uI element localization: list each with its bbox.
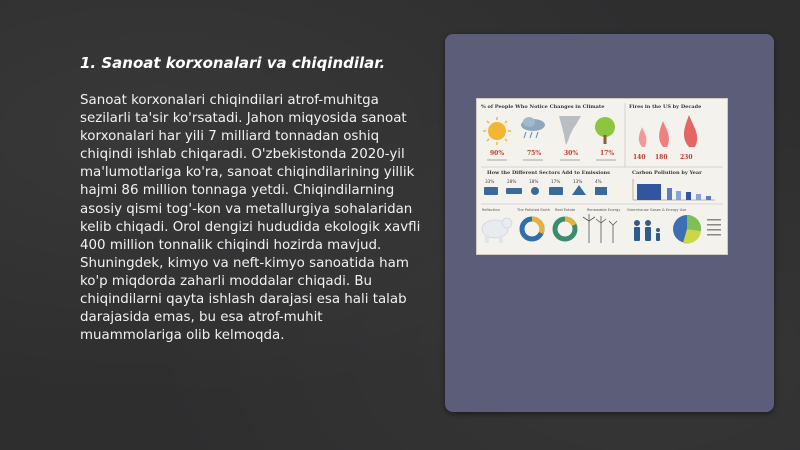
donut-chart-1 bbox=[522, 219, 542, 239]
donut-chart-2 bbox=[555, 219, 575, 239]
pollution-bar-chart bbox=[633, 179, 715, 200]
sector-percent-3: 18% bbox=[529, 179, 539, 184]
bottom-label-2: The Polluted Earth bbox=[517, 208, 551, 212]
sun-icon bbox=[483, 117, 511, 145]
bottom-label-5: Greenhouse Gases & Energy Use bbox=[627, 208, 687, 212]
rain-cloud-icon bbox=[521, 117, 545, 138]
sector-percent-5: 13% bbox=[573, 179, 583, 184]
heading-right: Fires in the US by Decade bbox=[629, 104, 702, 110]
pollution-heading: Carbon Pollution by Year bbox=[632, 170, 702, 176]
fire-count-1: 140 bbox=[633, 154, 646, 161]
fire-count-3: 230 bbox=[680, 154, 693, 161]
sector-percent-2: 28% bbox=[507, 179, 517, 184]
pie-legend bbox=[707, 219, 721, 236]
fire-count-2: 180 bbox=[655, 154, 668, 161]
bottom-label-4: Renewable Energy bbox=[587, 208, 621, 212]
pie-chart bbox=[673, 215, 701, 244]
family-icon bbox=[634, 220, 660, 241]
sector-percent-4: 17% bbox=[551, 179, 561, 184]
tornado-icon bbox=[559, 116, 581, 145]
climate-percent-3: 30% bbox=[564, 150, 579, 157]
climate-percent-4: 17% bbox=[600, 150, 615, 157]
tree-icon bbox=[595, 117, 615, 144]
heading-left: % of People Who Notice Changes in Climate bbox=[481, 104, 605, 110]
sector-icons bbox=[484, 185, 607, 195]
flame-icons bbox=[639, 115, 697, 147]
climate-infographic bbox=[476, 98, 728, 255]
slide-body-text: Sanoat korxonalari chiqindilari atrof-muhitga sezilarli ta'sir ko'rsatadi. Jahon miqyosida sanoat korxonalari har yili 7 milliard tonnadan oshiq chiqindi ishlab chiqaradi. O'zbekistonda 2020-yil ma'lumotlariga ko'ra, sanoat chiqindilarining yillik hajmi 86 million tonnaga yetdi. Chiqindilarning asosiy qismi tog'-kon va metallurgiya sohalaridan kelib chiqadi. Orol dengizi hududida ekologik xavfli 400 million tonnalik chiqindi hozirda mavjud. Shuningdek, kimyo va neft-kimyo sanoatida ham ko'p miqdorda zaharli moddalar chiqadi. Bu chiqindilarni qayta ishlash darajasi esa hali talab darajasida emas, bu esa atrof-muhit muammolariga olib kelmoqda. bbox=[80, 93, 421, 344]
climate-percent-1: 90% bbox=[490, 150, 505, 157]
polar-bear-icon bbox=[482, 218, 512, 243]
bottom-label-1: Reflection bbox=[482, 208, 500, 212]
climate-percent-2: 75% bbox=[527, 150, 542, 157]
slide-title: 1. Sanoat korxonalari va chiqindilar. bbox=[80, 54, 386, 72]
sector-percent-6: 4% bbox=[595, 179, 602, 184]
sector-percent-1: 33% bbox=[485, 179, 495, 184]
wind-turbine-icons bbox=[583, 214, 617, 243]
sectors-heading: How the Different Sectors Add to Emissions bbox=[487, 170, 610, 176]
bottom-label-3: Real Estate bbox=[555, 208, 576, 212]
